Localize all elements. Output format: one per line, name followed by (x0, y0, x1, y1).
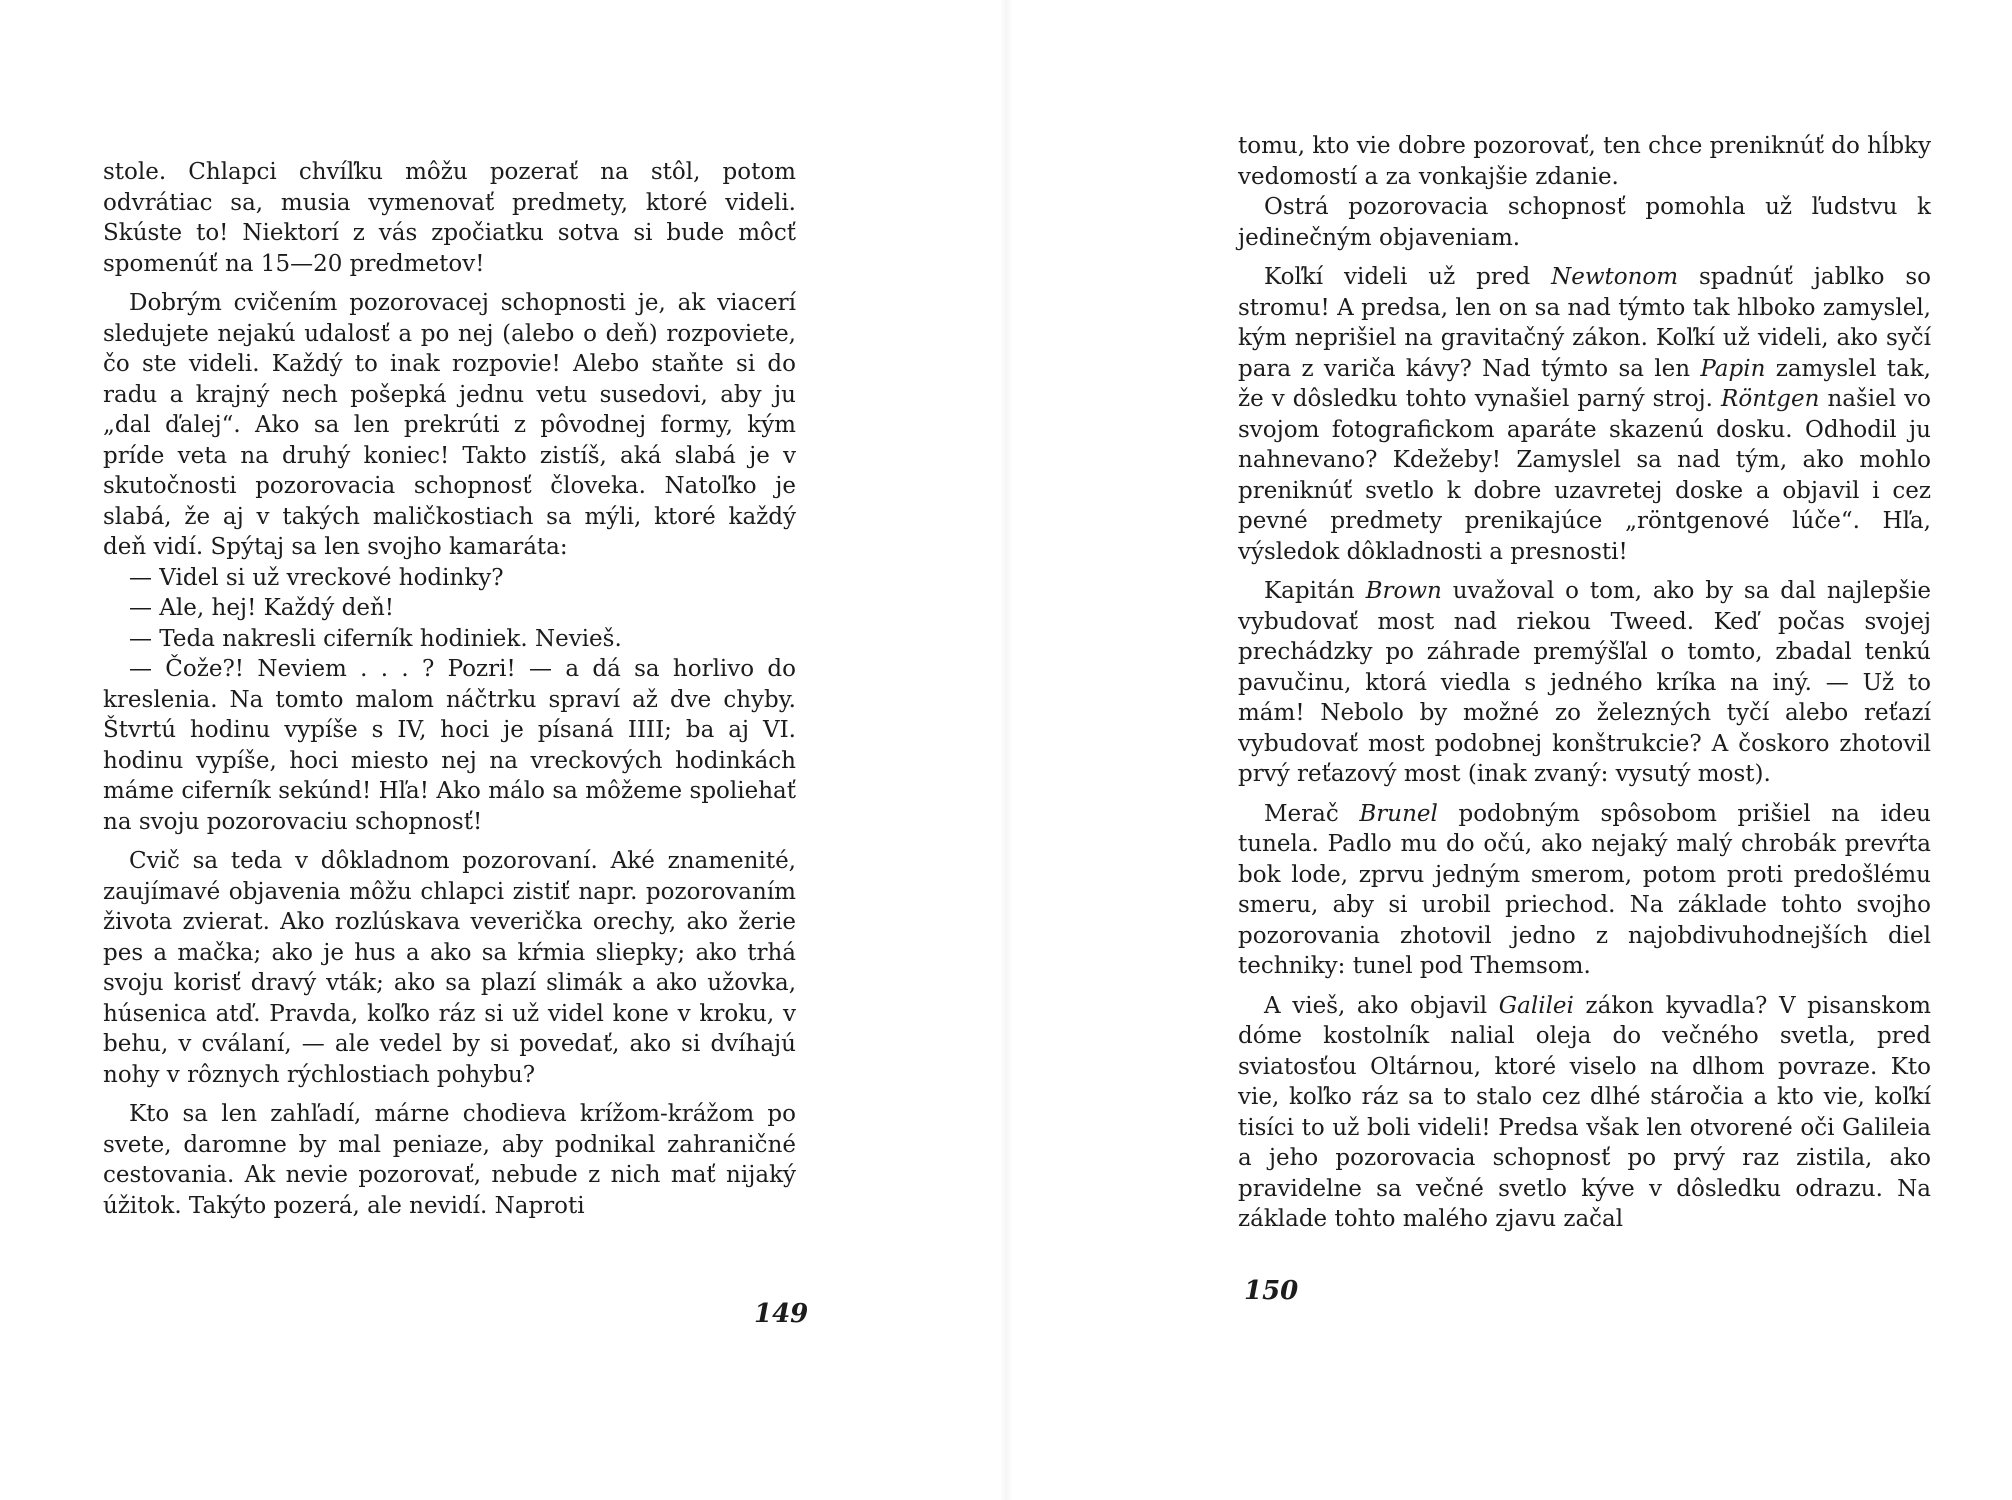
paragraph: Ostrá pozorovacia schopnosť pomohla už ľudstvu k jedinečným objaveniam. (1238, 194, 1931, 251)
text-run: zákon kyvadla? V pisanskom dóme kostolník nalial oleja do večného svetla, pred sviatosťou Oltárnou, ktoré viselo na dlhom povraze. Kto vie, koľko ráz sa to stalo cez dlhé stáročia a kto vie, koľkí tisíci to už boli videli! Predsa však len otvorené oči Galileia a jeho pozorovacia schopnosť po prvý raz zistila, ako pravidelne sa večné svetlo kýve v dôsledku odrazu. Na základe tohto malého zjavu začal (1238, 992, 1931, 1232)
dialog-line: — Teda nakresli ciferník hodiniek. Nevieš. (129, 625, 622, 652)
name-newton: Newtonom (1551, 264, 1679, 290)
name-papin: Papin (1700, 355, 1766, 382)
text-run: Koľkí videli už pred (1264, 264, 1552, 290)
paragraph: Cvič sa teda v dôkladnom pozorovaní. Aké znamenité, zaujímavé objavenia môžu chlapci zistiť napr. pozorovaním života zvierat. Ako rozlúskava veverička orechy, ako žerie pes a mačka; ako je hus a ako sa kŕmia sliepky; ako trhá svoju korisť dravý vták; ako sa plazí slimák a ako užovka, húsenica atď. Pravda, koľko ráz si už videl kone v kroku, v behu, v cválaní, — ale vedel by si povedať, ako si dvíhajú nohy v rôznych rýchlostiach pohybu? (103, 848, 796, 1088)
text-run: podobným spôsobom prišiel na ideu tunela. Padlo mu do očú, ako nejaký malý chrobák prevŕta bok lode, zprvu jedným smerom, potom proti predošlému smeru, aby si urobil priechod. Na základe tohto svojho pozorovania zhotovil jedno z najobdivuhodnejších diel techniky: tunel pod Themsom. (1238, 800, 1931, 979)
dialog-line: — Videl si už vreckové hodinky? (129, 564, 504, 591)
page-number-right: 150 (1244, 1276, 1299, 1306)
text-run: A vieš, ako objavil (1264, 992, 1499, 1019)
dialog-line: — Ale, hej! Každý deň! (129, 595, 395, 621)
page-number-left: 149 (754, 1299, 809, 1329)
text-run: Merač (1264, 800, 1360, 827)
text-run: spadnúť jablko so stromu! A predsa, len on sa nad týmto tak hlboko zamyslel, kým neprišiel na gravitačný zákon. Koľkí už videli, ako syčí para z variča kávy? Nad týmto sa len (1238, 264, 1932, 382)
text-run: uvažoval o tom, ako by sa dal najlepšie vybudovať most nad riekou Tweed. Keď počas svojej prechádzky po záhrade premýšľal o tomto, zbadal tenkú pavučinu, ktorá viedla s jedného kríka na iný. — Už to mám! Nebolo by možné zo železných tyčí alebo reťazí vybudovať most podobnej konštrukcie? A čoskoro zhotovil prvý reťazový most (inak zvaný: vysutý most). (1238, 578, 1931, 787)
name-galilei: Galilei (1498, 992, 1574, 1019)
paragraph (1238, 991, 1931, 1235)
name-rontgen: Röntgen (1721, 386, 1820, 412)
text-run: zamyslel tak, že v dôsledku tohto vynašiel parný stroj. (1238, 355, 1931, 412)
paragraph: Kto sa len zahľadí, márne chodieva krížom-krážom po svete, daromne by mal peniaze, aby podnikal zahraničné cestovania. Ak nevie pozorovať, nebude z nich mať nijaký úžitok. Takýto pozerá, ale nevidí. Naproti (103, 1101, 796, 1219)
dialog-line: — Čože?! Neviem . . . ? Pozri! — a dá sa horlivo do kreslenia. Na tomto malom náčtrku spraví až dve chyby. Štvrtú hodinu vypíše s IV, hoci je písaná IIII; ba aj VI. hodinu vypíše, hoci miesto nej na vreckových hodinkách máme ciferník sekúnd! Hľa! Ako málo sa môžeme spoliehať na svoju pozorovaciu schopnosť! (103, 656, 796, 835)
paragraph: stole. Chlapci chvíľku môžu pozerať na stôl, potom odvrátiac sa, musia vymenovať predmety, ktoré videli. Skúste to! Niektorí z vás zpočiatku sotva si bude môcť spomenúť na 15—20 predmetov! (103, 159, 796, 277)
paragraph: tomu, kto vie dobre pozorovať, ten chce preniknúť do hĺbky vedomostí a za vonkajšie zdanie. (1238, 133, 1931, 190)
name-brown: Brown (1365, 578, 1442, 604)
left-page (103, 157, 796, 1221)
right-page (1238, 131, 1931, 1235)
paragraph: Dobrým cvičením pozorovacej schopnosti je, ak viacerí sledujete nejakú udalosť a po nej (alebo o deň) rozpoviete, čo ste videli. Každý to inak rozpovie! Alebo staňte si do radu a krajný nech pošepká jednu vetu susedovi, aby ju „dal ďalej“. Ako sa len prekrúti z pôvodnej formy, kým príde veta na druhý koniec! Takto zistíš, aká slabá je v skutočnosti pozorovacia schopnosť človeka. Natoľko je slabá, že aj v takých maličkostiach sa mýli, ktoré každý deň vidí. Spýtaj sa len svojho kamaráta: (103, 290, 796, 560)
paragraph (1238, 262, 1931, 567)
text-run: našiel vo svojom fotografickom aparáte skazenú dosku. Odhodil ju nahnevano? Kdežeby! Zamyslel sa nad tým, ako mohlo preniknúť svetlo k dobre uzavretej doske a objavil i cez pevné predmety prenikajúce „röntgenové lúče“. Hľa, výsledok dôkladnosti a presnosti! (1238, 386, 1931, 565)
text-run: Kapitán (1264, 578, 1366, 604)
paragraph (1238, 576, 1931, 790)
name-brunel: Brunel (1359, 800, 1438, 827)
book-gutter (1000, 0, 1012, 1500)
paragraph (1238, 799, 1931, 982)
